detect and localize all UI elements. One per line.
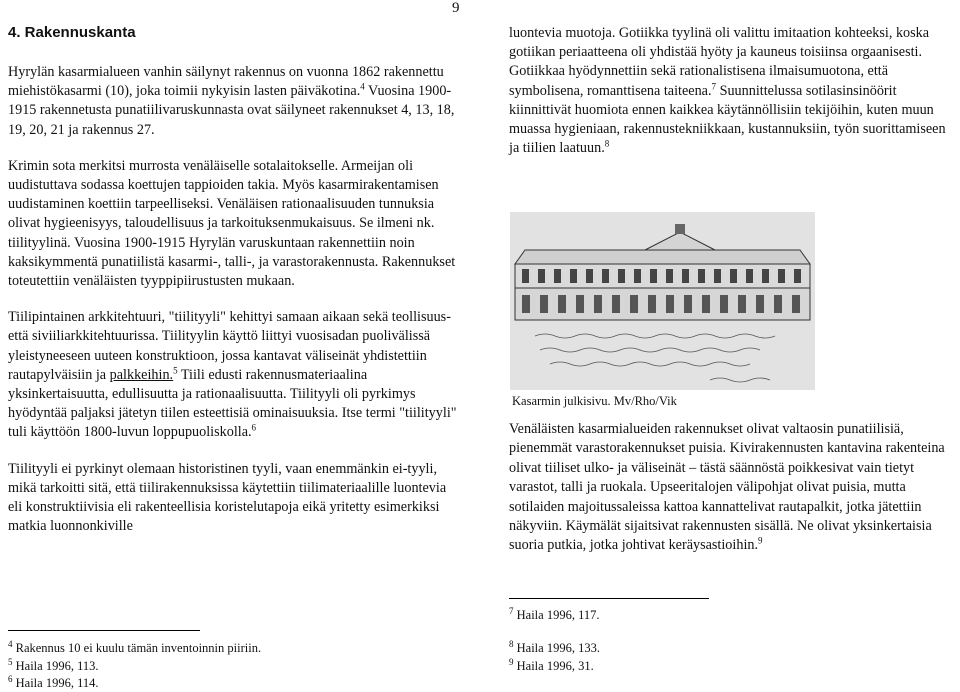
paragraph-3: Tiilipintainen arkkitehtuuri, "tiilityyli" kehittyi samaan aikaan sekä teollisuus- että siviiliarkkitehtuurissa. Tiilityylin käyttö liittyi vuosisadan puolivälissä yleistyneeseen uuteen konstruktioon, jossa kantavat väliseinät yhdistettiin rautapylväisiin ja palkkeihin.$^5$ Tiili edusti rakennusmateriaalina yksinkertaisuutta, edullisuutta ja rationaalisuutta. Tiilityyli oli pyrkimys hyödyntää paljaksi jätetyn tiilen esteettisiä ominaisuuksia. Itse termi "tiilityyli" tuli käyttöön 1800-luvun loppupuoliskolla.$^6$: [8, 309, 457, 441]
footnote-4: $^4$ Rakennus 10 ei kuulu tämän inventoinnin piiriin.: [8, 638, 262, 655]
footnote-ref-7[interactable]: 7: [711, 80, 717, 91]
footnote-ref-9[interactable]: 9: [758, 535, 763, 546]
footnote-rule-right: [509, 598, 709, 599]
footnote-rule-left: [8, 630, 200, 631]
barracks-facade-drawing: [510, 212, 815, 390]
page-number: 9: [452, 0, 460, 16]
left-column: [8, 24, 460, 536]
section-heading: 4. Rakennuskanta: [8, 24, 136, 41]
footnote-6: $^6$ Haila 1996, 114.: [8, 673, 99, 690]
footnote-ref-6[interactable]: 6: [251, 422, 257, 433]
footnote-5: $^5$ Haila 1996, 113.: [8, 656, 99, 673]
paragraph-5: luontevia muotoja. Gotiikka tyylinä oli valittu imitaation kohteeksi, koska gotiikan periaatteena oli yhdistää hyöty ja kauneus toisiinsa orgaanisesti. Gotiikkaa hyödynnettiin sekä rationalistisena ilmaisumuotona, että symbolisena, romanttisena taiteena.$^7$ Suunnittelussa sotilasinsinöörit kiinnittivät huomiota ennen kaikkea käytännöllisiin tekijöihin, kuten muun muassa hygieniaan, rakennustekniikkaan, kustannuksiin, työn suorittamiseen ja tiilien laatuun.$^8$: [509, 25, 946, 157]
paragraph-2: Krimin sota merkitsi murrosta venäläiselle sotalaitokselle. Armeijan oli uudistuttava sodassa koettujen tappioiden takia. Myös kasarmirakentamisen uudistaminen koettiin tarpeelliseksi. Venäläisen rationaalisuuden tunnuksia olivat hygieenisyys, taloudellisuus ja tarkoituksenmukaisuus. Se ilmeni nk. tiilityylinä. Vuosina 1900-1915 Hyrylän varuskuntaan rakennettiin noin kaksikymmentä punatiilistä kasarmi-, talli-, ja varastorakennusta. Rakennukset toteutettiin venäläisten tyyppipiirustusten mukaan.: [8, 157, 456, 290]
figure-caption: Kasarmin julkisivu. Mv/Rho/Vik: [512, 394, 677, 408]
right-column-lower: [509, 420, 955, 556]
facade-sketch-image: [510, 212, 815, 390]
footnote-8: $^8$ Haila 1996, 133.: [509, 638, 600, 655]
footnote-9: $^9$ Haila 1996, 31.: [509, 656, 594, 673]
footnote-7: $^7$ Haila 1996, 117.: [509, 605, 600, 622]
footnote-ref-5[interactable]: 5: [173, 365, 178, 376]
footnote-ref-4[interactable]: 4: [360, 81, 365, 92]
right-column: [509, 24, 955, 158]
paragraph-4: Tiilityyli ei pyrkinyt olemaan historistinen tyyli, vaan enemmänkin ei-tyyli, mikä tarkoitti sitä, että tiilirakennuksissa käytettiin tiilimateriaalille luontevia eli konstruktiivisia eli rakenteellisia koristelutapoja eikä yritetty esimerkiksi matkia luonnonkiville: [8, 460, 447, 535]
paragraph-1: Hyrylän kasarmialueen vanhin säilynyt rakennus on vuonna 1862 rakennettu miehistökasarmi (10), joka toimii nykyisin lasten päiväkotina.$^4$ Vuosina 1900-1915 rakennetusta punatiilivaruskunnasta ovat säilyneet rakennukset 4, 13, 18, 19, 20, 21 ja rakennus 27.: [8, 64, 455, 138]
paragraph-6: Venäläisten kasarmialueiden rakennukset olivat valtaosin punatiilisiä, pienemmät varastorakennukset puisia. Kivirakennusten kantavina rakenteina olivat tiiliset ulko- ja väliseinät – tästä säännöstä poikkesivat vain tietyt varastot, talli ja ruokala. Upseeritalojen välipohjat olivat puisia, mutta sotilaiden majoitussaleissa kattoa kannattelivat rautapalkit, jotka jätettiin näkyviin. Käymälät sijaitsivat rakennusten sisällä. Ne olivat yksinkertaisia suoria putkia, jotka johtivat keräysastioihin.$^9$: [509, 421, 945, 554]
footnote-ref-8[interactable]: 8: [604, 138, 610, 149]
